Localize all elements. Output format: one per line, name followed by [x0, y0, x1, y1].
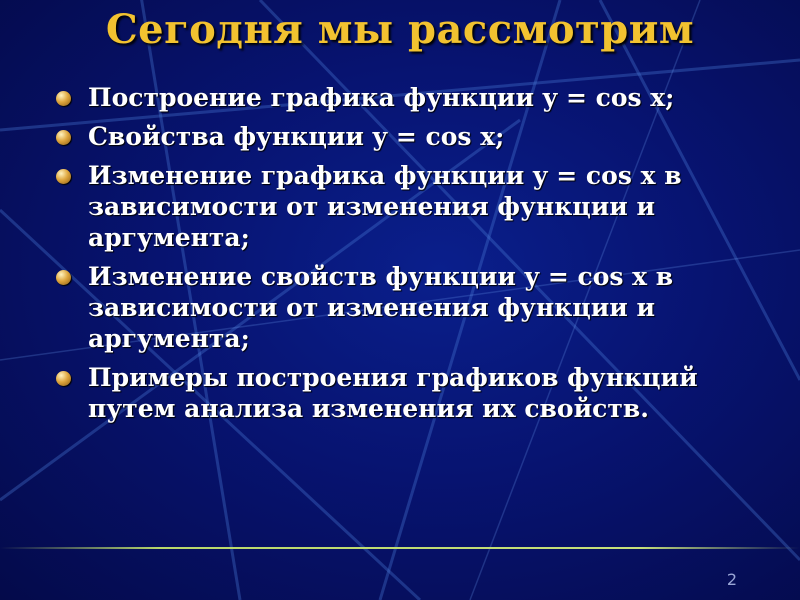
list-item [52, 121, 762, 152]
gold-sphere-icon [56, 91, 71, 106]
gold-sphere-icon [56, 270, 71, 285]
footer-divider [0, 547, 800, 549]
bullet-text: Примеры построения графиков функций путем анализа изменения их свойств. [88, 363, 698, 423]
gold-sphere-icon [56, 130, 71, 145]
bullet-text: Построение графика функции y = cos x; [88, 83, 675, 112]
page-number: 2 [726, 570, 738, 589]
gold-sphere-icon [56, 169, 71, 184]
bullet-list [52, 82, 762, 432]
list-item [52, 160, 762, 253]
slide-title: Сегодня мы рассмотрим [105, 6, 695, 53]
list-item [52, 261, 762, 354]
list-item [52, 362, 762, 424]
gold-sphere-icon [56, 371, 71, 386]
bullet-text: Изменение свойств функции y = cos x в зависимости от изменения функции и аргумента; [88, 262, 674, 353]
bullet-text: Изменение графика функции y = cos x в зависимости от изменения функции и аргумента; [88, 161, 682, 252]
bullet-text: Свойства функции y = cos x; [88, 122, 505, 151]
list-item [52, 82, 762, 113]
